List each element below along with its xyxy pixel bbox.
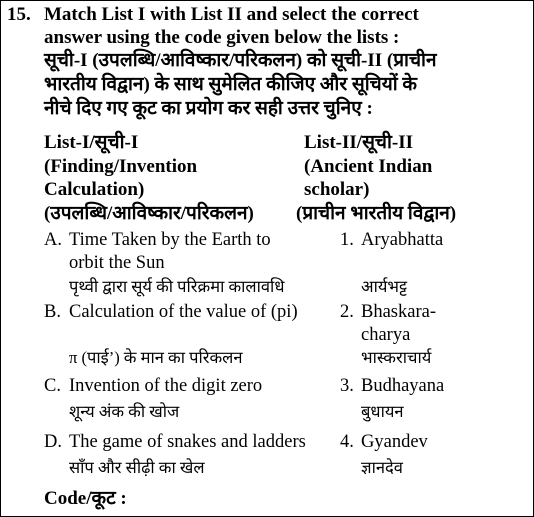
list2-item-number: 4. bbox=[340, 432, 354, 452]
list2-item-text: Gyandev bbox=[361, 432, 428, 452]
list1-item-hindi: शून्य अंक की खोज bbox=[69, 402, 180, 421]
code-label: Code/कूट : bbox=[44, 488, 127, 509]
list2-item-hindi: भास्कराचार्य bbox=[361, 348, 432, 367]
list1-item-letter: A. bbox=[44, 230, 62, 250]
list1-item-letter: D. bbox=[44, 432, 62, 452]
list1-item-text: Invention of the digit zero bbox=[69, 376, 263, 396]
list2-header-sub1: (Ancient Indian bbox=[304, 156, 433, 177]
list2-item-number: 2. bbox=[340, 302, 354, 322]
list2-item-hindi: बुधायन bbox=[361, 402, 404, 421]
list2-item-number: 3. bbox=[340, 376, 354, 396]
list2-header-hindi: (प्राचीन भारतीय विद्वान) bbox=[296, 203, 457, 224]
list1-item-hindi: π (पाई’) के मान का परिकलन bbox=[69, 348, 243, 367]
list1-header-hindi: (उपलब्धि/आविष्कार/परिकलन) bbox=[44, 203, 254, 224]
list1-item-hindi: पृथ्वी द्वारा सूर्य की परिक्रमा कालावधि bbox=[69, 277, 285, 296]
list2-item-text: Budhayana bbox=[361, 376, 445, 396]
list2-header-sub2: scholar) bbox=[304, 179, 370, 200]
list1-header-title: List-I/सूची-I bbox=[44, 132, 139, 153]
list1-item-text: Calculation of the value of (pi) bbox=[69, 302, 298, 322]
question-text-hi-line1: सूची-I (उपलब्धि/आविष्कार/परिकलन) को सूची-II (प्राचीन bbox=[44, 50, 437, 71]
list2-item-text: Bhaskara- bbox=[361, 302, 436, 322]
list1-item-text-cont: orbit the Sun bbox=[69, 253, 165, 273]
list2-item-hindi: आर्यभट्ट bbox=[361, 277, 408, 296]
list2-item-hindi: ज्ञानदेव bbox=[361, 458, 403, 477]
question-text-hi-line2: भारतीय विद्वान) के साथ सुमेलित कीजिए और सूचियों के bbox=[44, 74, 417, 95]
list1-item-letter: B. bbox=[44, 302, 61, 322]
list1-header-sub2: Calculation) bbox=[44, 179, 145, 200]
list2-item-text-cont: charya bbox=[361, 325, 411, 345]
question-text-en-line2: answer using the code given below the lists : bbox=[44, 27, 400, 48]
list1-header-sub1: (Finding/Invention bbox=[44, 156, 198, 177]
question-text-hi-line3: नीचे दिए गए कूट का प्रयोग कर सही उत्तर चुनिए : bbox=[44, 98, 373, 119]
list1-item-text: The game of snakes and ladders bbox=[69, 432, 306, 452]
list1-item-hindi: साँप और सीढ़ी का खेल bbox=[69, 458, 205, 477]
list1-item-letter: C. bbox=[44, 376, 61, 396]
question-number: 15. bbox=[7, 4, 31, 25]
question-text-en-line1: Match List I with List II and select the correct bbox=[44, 4, 419, 25]
list2-item-text: Aryabhatta bbox=[361, 230, 444, 250]
list1-item-text: Time Taken by the Earth to bbox=[69, 230, 271, 250]
list2-header-title: List-II/सूची-II bbox=[304, 132, 414, 153]
list2-item-number: 1. bbox=[340, 230, 354, 250]
